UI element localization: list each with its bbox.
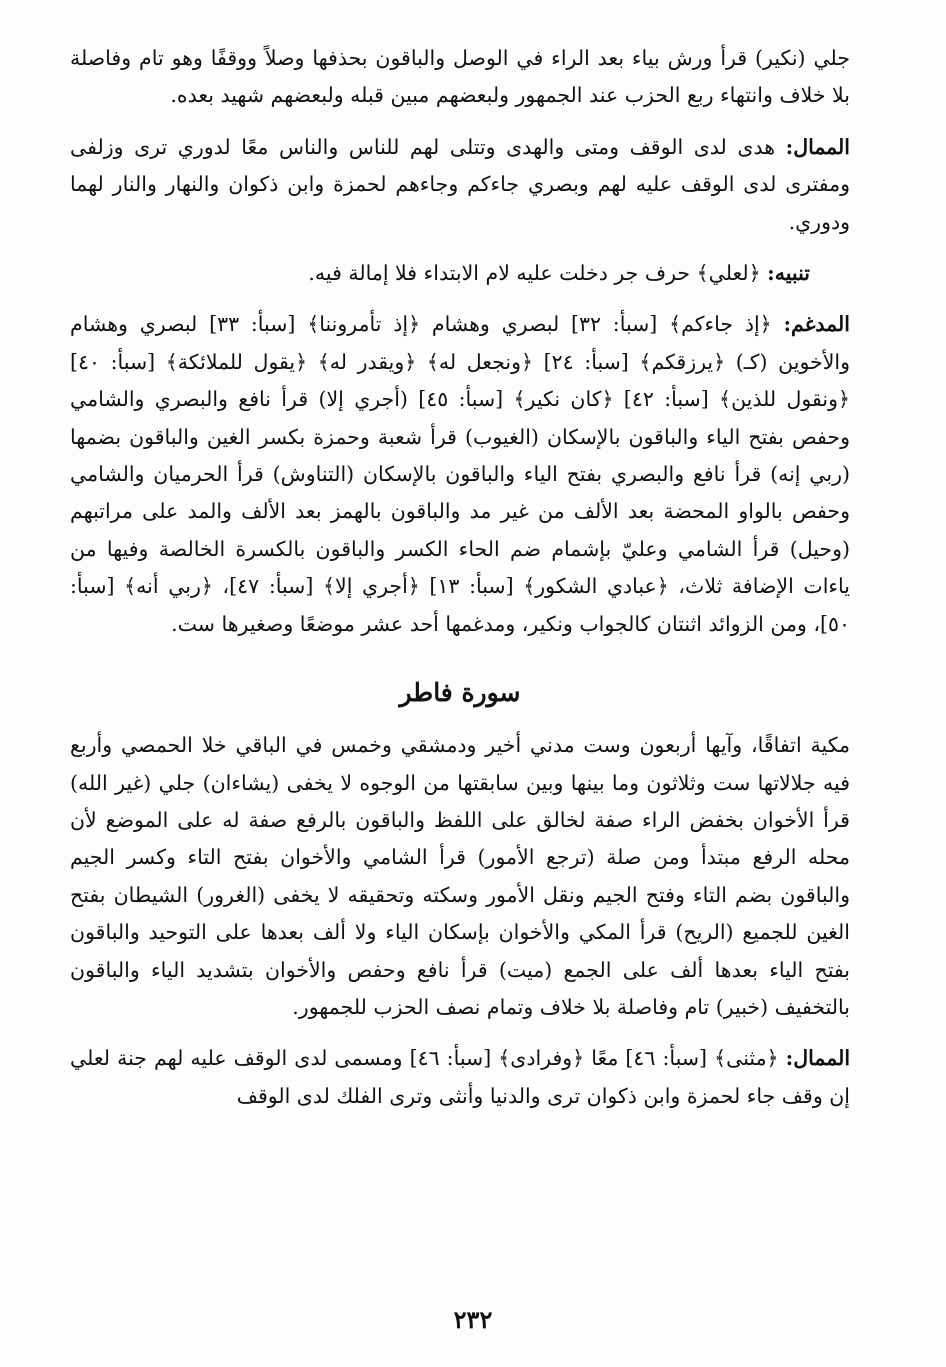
mumal-label: الممال: (785, 134, 850, 159)
paragraph-fatir-mumal (70, 1040, 850, 1115)
fatir-mumal-text: ﴿مثنى﴾ [سبأ: ٤٦] معًا ﴿وفرادى﴾ [سبأ: ٤٦] ومسمى لدى الوقف عليه لهم جنة لعلي إن وقف جاء لحمزة وابن ذكوان ترى والدنيا وأنثى وترى الفلك لدى الوقف (70, 1046, 850, 1108)
surah-title: سورة فاطر (399, 678, 521, 708)
paragraph-mudgham (70, 306, 850, 643)
tanbih-label: تنبيه: (767, 261, 810, 286)
page-body (70, 40, 850, 1115)
paragraph-tanbih (70, 255, 850, 292)
mumal-text: هدى لدى الوقف ومتى والهدى وتتلى لهم للناس والناس معًا لدوري ترى وزلفى ومفترى لدى الوقف عليه لهم وبصري جاءكم وجاءهم لحمزة وابن ذكوان والنهار والنار لهما ودوري. (70, 134, 850, 234)
paragraph-fatir-intro: مكية اتفاقًا، وآيها أربعون وست مدني أخير ودمشقي وخمس في الباقي خلا الحمصي وأربع فيه جلالاتها ست وثلاثون وما بينها وبين سابقتها من الوجوه لا يخفى (يشاءان) جلي (غير الله) قرأ الأخوان بخفض الراء صفة لخالق على اللفظ والباقون بالرفع صفة له على الموضع لأن محله الرفع مبتدأ ومن صلة (ترجع الأمور) قرأ الشامي والأخوان بفتح التاء وكسر الجيم والباقون بضم التاء وفتح الجيم ونقل الأمور وسكته وتحقيقه لا يخفى (الغرور) الشيطان بفتح الغين للجميع (الريح) قرأ المكي والأخوان بإسكان الياء ولا ألف بعدها على التوحيد والباقون بفتح الياء بعدها ألف على الجمع (ميت) قرأ نافع وحفص والأخوان بتشديد الياء والباقون بالتخفيف (خبير) تام وفاصلة بلا خلاف وتمام نصف الحزب للجمهور. (70, 733, 850, 1019)
tanbih-text: ﴿لعلي﴾ حرف جر دخلت عليه لام الابتداء فلا إمالة فيه. (308, 261, 761, 286)
page-number: ٢٣٢ (453, 1305, 493, 1334)
paragraph-mumal (70, 129, 850, 241)
mudgham-label: المدغم: (783, 312, 850, 337)
mudgham-text: ﴿إذ جاءكم﴾ [سبأ: ٣٢] لبصري وهشام ﴿إذ تأمروننا﴾ [سبأ: ٣٣] لبصري وهشام والأخوين (كـ) ﴿يرزقكم﴾ [سبأ: ٢٤] ﴿ونجعل له﴾ ﴿ويقدر له﴾ ﴿يقول للملائكة﴾ [سبأ: ٤٠] ﴿ونقول للذين﴾ [سبأ: ٤٢] ﴿كان نكير﴾ [سبأ: ٤٥] (أجري إلا) قرأ نافع والبصري والشامي وحفص بفتح الياء والباقون بالإسكان (الغيوب) قرأ شعبة وحمزة بكسر الغين والباقون بضمها (ربي إنه) قرأ نافع والبصري بفتح الياء والباقون بالإسكان (التناوش) قرأ الحرميان والشامي وحفص بالواو المحضة بعد الألف من غير مد والباقون بالهمز بعد الألف والمد على مراتبهم (وحيل) قرأ الشامي وعليّ بإشمام ضم الحاء الكسر والباقون بالكسرة الخالصة وفيها من ياءات الإضافة ثلاث، ﴿عبادي الشكور﴾ [سبأ: ١٣] ﴿أجري إلا﴾ [سبأ: ٤٧]، ﴿ربي أنه﴾ [سبأ: ٥٠]، ومن الزوائد اثنتان كالجواب ونكير، ومدغمها أحد عشر موضعًا وصغيرها ست. (70, 312, 850, 636)
paragraph-intro: جلي (نكير) قرأ ورش بياء بعد الراء في الوصل والباقون بحذفها وصلاً ووقفًا وهو تام وفاصلة بلا خلاف وانتهاء ربع الحزب عند الجمهور ولبعضهم مبين قبله ولبعضهم شهيد بعده. (70, 46, 850, 108)
fatir-mumal-label: الممال: (785, 1046, 851, 1071)
